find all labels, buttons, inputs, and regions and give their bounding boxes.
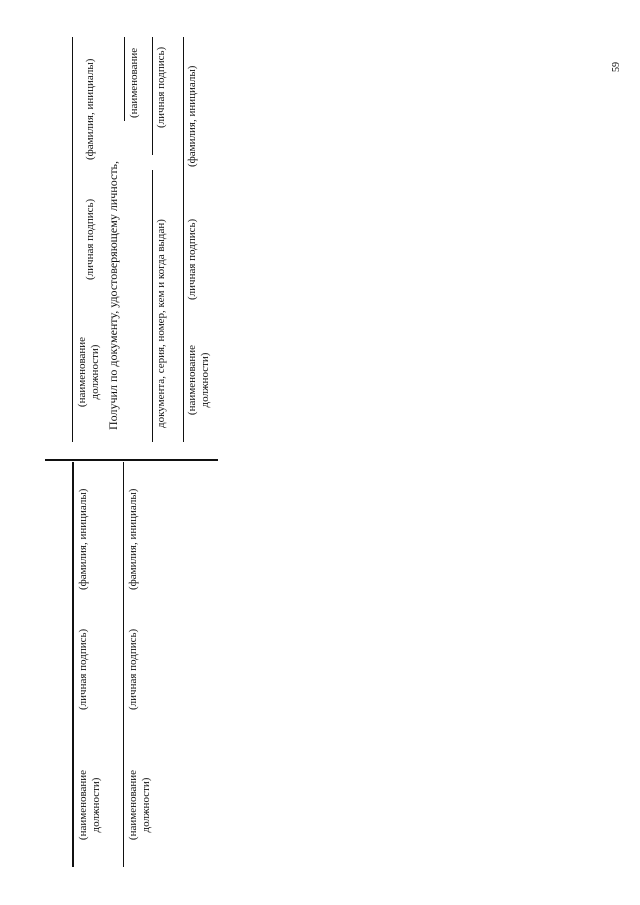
signature-caption: (личная подпись): [77, 628, 89, 710]
signature-line: [72, 37, 73, 442]
signature-caption: (личная подпись): [127, 628, 139, 710]
block-divider: [45, 459, 218, 461]
name-caption: (фамилия, инициалы): [186, 65, 198, 167]
document-line: [152, 170, 153, 442]
name-caption: (фамилия, инициалы): [84, 58, 96, 160]
signature-line: [72, 462, 74, 867]
position-caption: (наименование должности): [127, 769, 152, 841]
document-caption: документа, серия, номер, кем и когда выдан): [155, 219, 167, 428]
signature-caption: (личная подпись): [84, 198, 96, 280]
page-number: 59: [611, 62, 622, 72]
position-caption: (наименование должности): [76, 336, 101, 408]
position-line: [124, 37, 125, 121]
position-caption: (наименование должности): [186, 344, 211, 416]
received-text: Получил по документу, удостоверяющему личность,: [106, 160, 120, 430]
name-caption: (фамилия, инициалы): [77, 488, 89, 590]
signature-caption: (личная подпись): [155, 46, 167, 128]
signature-caption: (личная подпись): [186, 218, 198, 300]
signature-line: [123, 462, 124, 867]
name-caption: (фамилия, инициалы): [127, 488, 139, 590]
position-caption: (наименование должности): [77, 769, 102, 841]
signature-line: [183, 37, 184, 442]
position-caption-short: (наименование: [128, 47, 140, 118]
signature-line: [152, 37, 153, 155]
